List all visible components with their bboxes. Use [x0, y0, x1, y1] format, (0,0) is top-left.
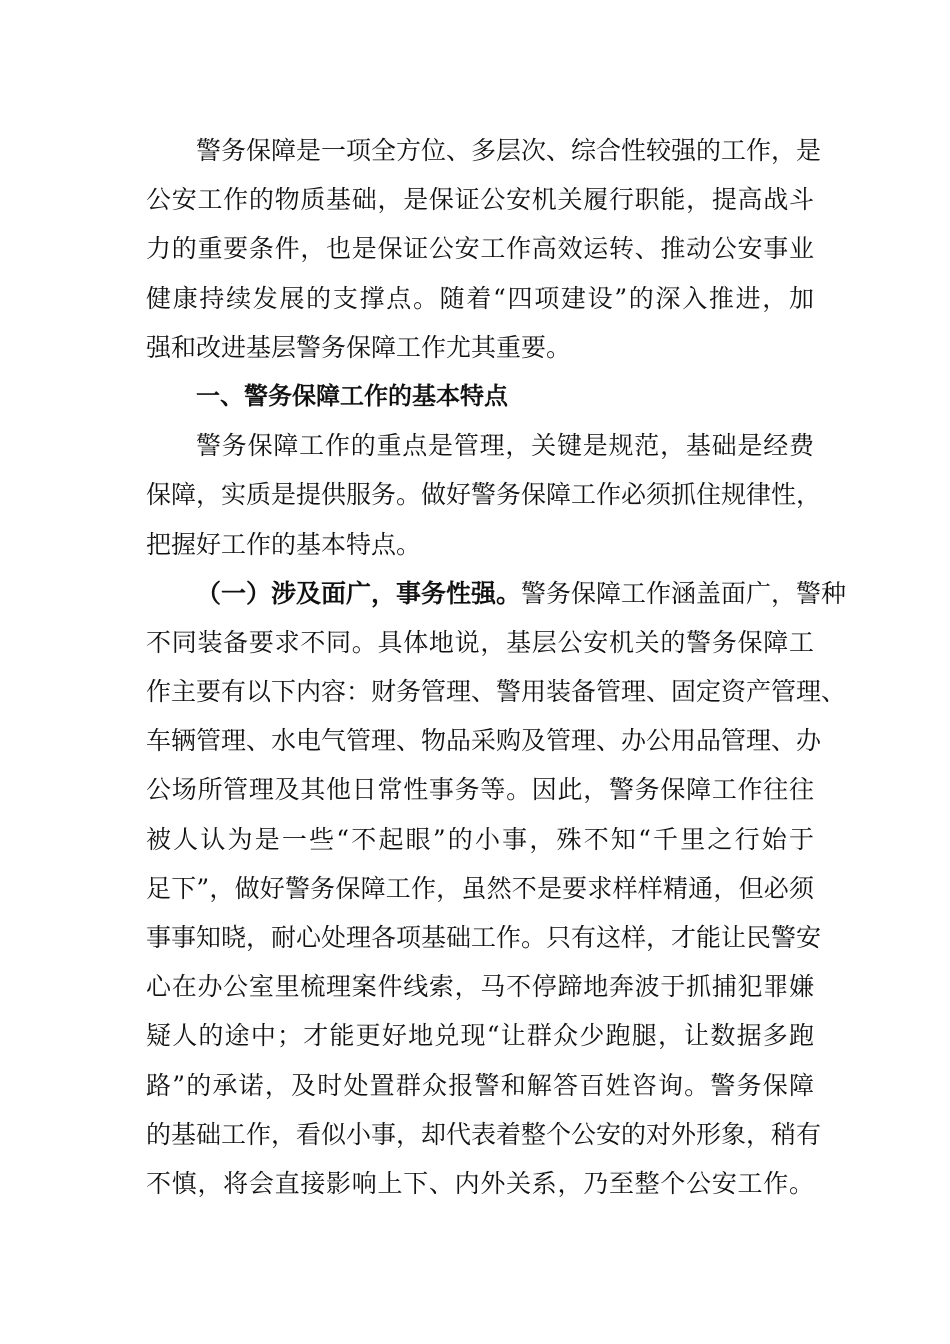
text-line: 被人认为是一些“不起眼”的小事，殊不知“千里之行始于	[146, 824, 814, 854]
text-line: 路”的承诺，及时处置群众报警和解答百姓咨询。警务保障	[146, 1070, 814, 1100]
paragraph-features-overview	[146, 421, 822, 569]
text-line: 健康持续发展的支撑点。随着“四项建设”的深入推进，加	[146, 283, 814, 313]
document-page	[146, 126, 847, 1208]
text-line: 警务保障工作的重点是管理，关键是规范，基础是经费	[196, 431, 814, 461]
text-line: 力的重要条件，也是保证公安工作高效运转、推动公安事业	[146, 234, 814, 264]
text-line: 公安工作的物质基础，是保证公安机关履行职能，提高战斗	[146, 185, 814, 215]
text-line: 不同装备要求不同。具体地说，基层公安机关的警务保障工	[146, 627, 814, 657]
text-line: 强和改进基层警务保障工作尤其重要。	[146, 332, 572, 362]
paragraph-scope	[146, 569, 847, 1208]
text-line: 足下”，做好警务保障工作，虽然不是要求样样精通，但必须	[146, 873, 814, 903]
text-line-with-lead	[146, 569, 847, 618]
section-heading: 一、警务保障工作的基本特点	[196, 381, 508, 410]
paragraph-intro	[146, 126, 822, 372]
text-line: 心在办公室里梳理案件线索，马不停蹄地奔波于抓捕犯罪嫌	[146, 972, 814, 1002]
text-line: 车辆管理、水电气管理、物品采购及管理、办公用品管理、办	[146, 726, 822, 756]
text-line: 的基础工作，看似小事，却代表着整个公安的对外形象，稍有	[146, 1119, 822, 1149]
text-line: 疑人的途中；才能更好地兑现“让群众少跑腿，让数据多跑	[146, 1021, 814, 1051]
text-line: 作主要有以下内容：财务管理、警用装备管理、固定资产管理、	[146, 677, 847, 707]
text-run: 警务保障工作涵盖面广，警种	[521, 578, 847, 608]
text-line: 事事知晓，耐心处理各项基础工作。只有这样，才能让民警安	[146, 923, 822, 952]
text-line: 把握好工作的基本特点。	[146, 529, 422, 559]
text-line: 不慎，将会直接影响上下、内外关系，乃至整个公安工作。	[146, 1168, 814, 1198]
text-line: 公场所管理及其他日常性事务等。因此，警务保障工作往往	[146, 775, 814, 805]
text-line: 警务保障是一项全方位、多层次、综合性较强的工作，是	[196, 136, 822, 165]
subsection-lead: （一）涉及面广，事务性强。	[196, 578, 522, 608]
text-line: 保障，实质是提供服务。做好警务保障工作必须抓住规律性，	[146, 480, 822, 510]
